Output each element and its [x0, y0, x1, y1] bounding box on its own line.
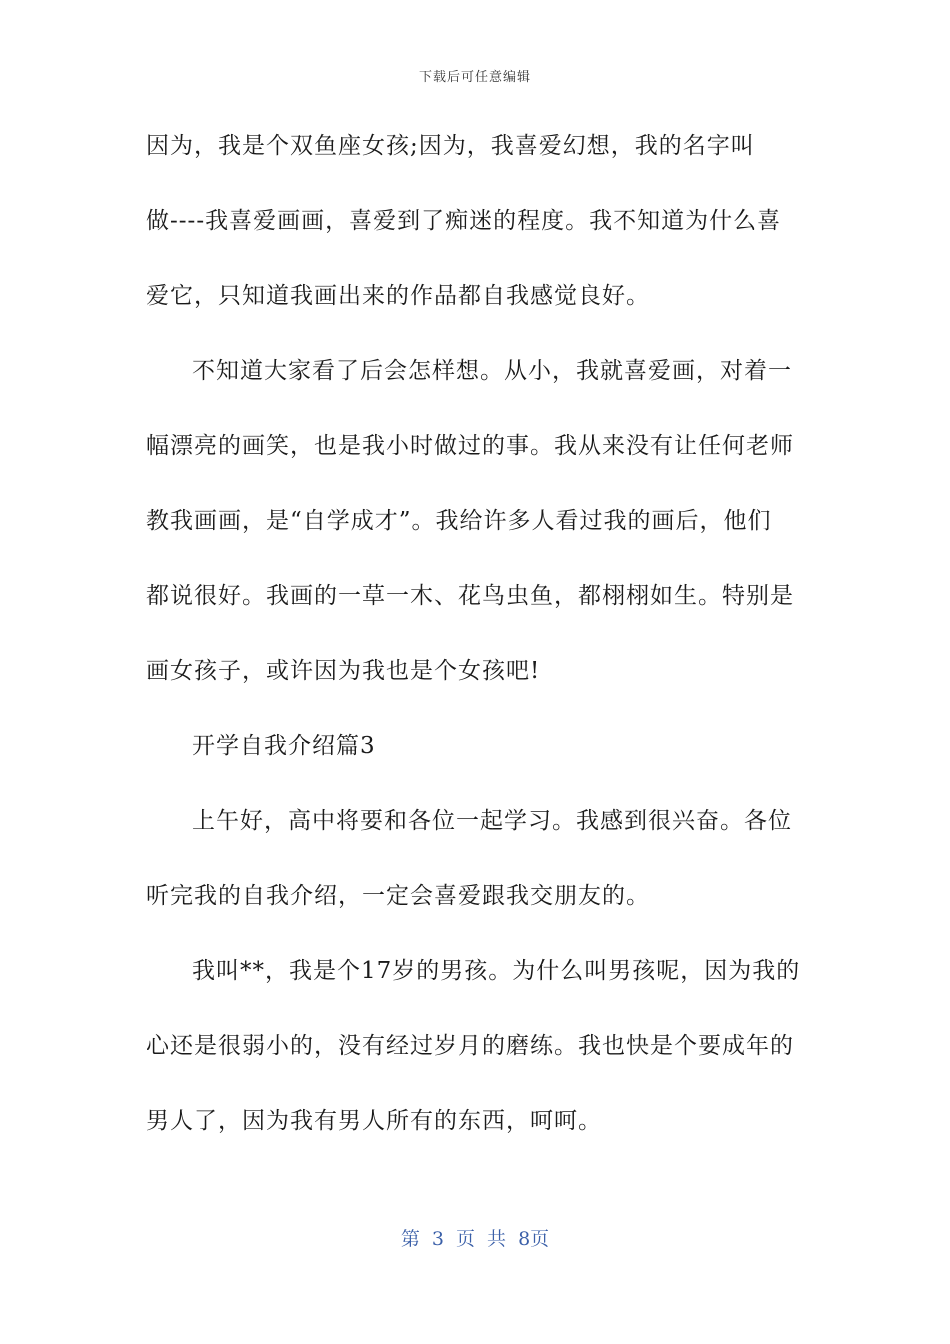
text-line: 幅漂亮的画笑，也是我小时做过的事。我从来没有让任何老师 — [146, 433, 794, 459]
section-heading: 开学自我介绍篇3 — [192, 733, 376, 759]
page-footer: 第 3 页 共 8页 — [400, 1228, 550, 1250]
text-line: 男人了，因为我有男人所有的东西，呵呵。 — [146, 1108, 602, 1134]
text-line: 因为，我是个双鱼座女孩;因为，我喜爱幻想，我的名字叫 — [146, 133, 755, 159]
text-line: 做----我喜爱画画，喜爱到了痴迷的程度。我不知道为什么喜 — [146, 208, 782, 234]
text-line: 我叫**，我是个17岁的男孩。为什么叫男孩呢，因为我的 — [192, 958, 801, 984]
text-line: 教我画画，是“自学成才”。我给许多人看过我的画后，他们 — [146, 508, 772, 534]
text-line: 心还是很弱小的，没有经过岁月的磨练。我也快是个要成年的 — [146, 1033, 794, 1059]
text-line: 画女孩子，或许因为我也是个女孩吧! — [146, 658, 541, 684]
text-line: 上午好，高中将要和各位一起学习。我感到很兴奋。各位 — [192, 808, 792, 834]
page-header: 下载后可任意编辑 — [418, 70, 531, 85]
text-line: 不知道大家看了后会怎样想。从小，我就喜爱画，对着一 — [192, 358, 792, 384]
text-line: 爱它，只知道我画出来的作品都自我感觉良好。 — [146, 283, 650, 309]
text-line: 都说很好。我画的一草一木、花鸟虫鱼，都栩栩如生。特别是 — [146, 583, 794, 609]
text-line: 听完我的自我介绍，一定会喜爱跟我交朋友的。 — [146, 883, 650, 909]
document-body — [146, 125, 806, 1175]
